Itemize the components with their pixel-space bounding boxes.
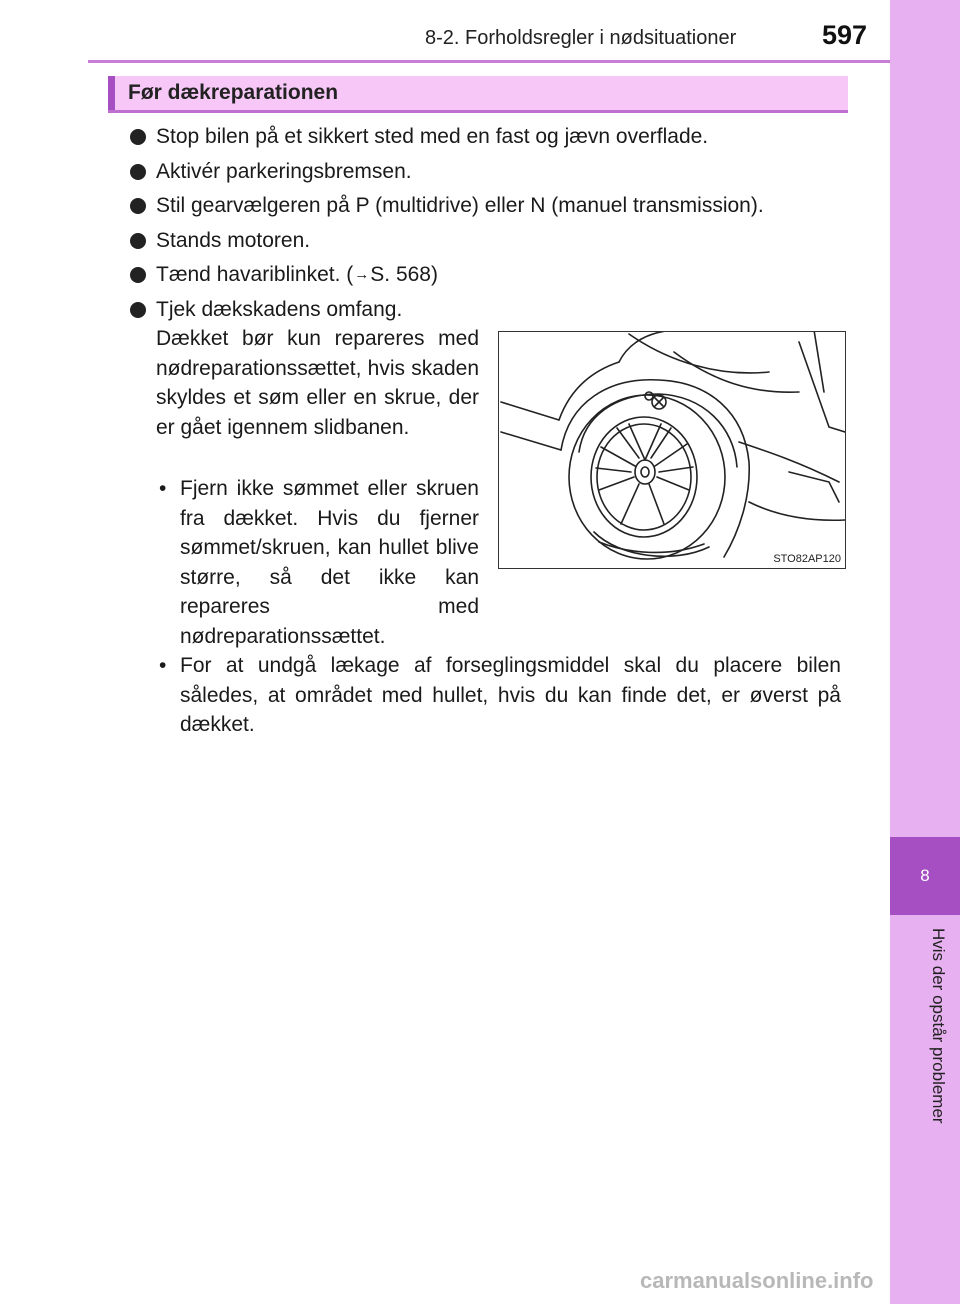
flat-tire-figure (498, 331, 846, 569)
arrow-right-icon: → (354, 266, 370, 283)
list-item: Aktivér parkeringsbremsen. (128, 155, 848, 190)
chapter-sidebar (890, 0, 960, 1304)
bullet-dot-icon (130, 267, 146, 283)
list-item: Tjek dækskadens omfang. (128, 293, 848, 328)
bullet-marker: • (159, 477, 167, 500)
page-reference-link[interactable]: S. 568) (370, 263, 438, 286)
bullet-dot-icon (130, 302, 146, 318)
watermark: carmanualsonline.info (640, 1268, 874, 1293)
header-rule (88, 60, 890, 63)
chapter-number: 8 (890, 837, 960, 915)
sub-item: • For at undgå lækage af forseglingsmiddel skal du placere bilen således, at området med hullet, hvis du kan finde det, er øverst på dækket. (156, 651, 841, 740)
page-number: 597 (822, 20, 868, 50)
list-item: Tænd havariblinket. (→S. 568) (128, 258, 848, 293)
list-item: Stop bilen på et sikkert sted med en fast og jævn overflade. (128, 120, 848, 155)
section-heading-marker (108, 76, 115, 110)
bullet-dot-icon (130, 198, 146, 214)
body-paragraph: Dækket bør kun repareres med nødreparationssættet, hvis skaden skyldes et søm eller en skrue, der er gået igennem slidbanen. (156, 327, 479, 439)
list-item: Stands motoren. (128, 224, 848, 259)
flat-tire-with-screw-icon (499, 332, 846, 569)
list-item: Stil gearvælgeren på P (multidrive) eller N (manuel transmission). (128, 189, 848, 224)
chapter-title: Hvis der opstår problemer (929, 928, 948, 1124)
bullet-dot-icon (130, 233, 146, 249)
section-heading: Før dækreparationen (128, 81, 339, 104)
bullet-dot-icon (130, 164, 146, 180)
section-heading-bar (108, 76, 848, 113)
bullet-marker: • (159, 654, 167, 677)
figure-code: STO82AP120 (773, 553, 841, 565)
checklist (128, 120, 848, 327)
sub-item: • Fjern ikke sømmet eller skruen fra dækket. Hvis du fjerner sømmet/skruen, kan hullet blive større, så det ikke kan repareres med nødreparationssættet. (156, 474, 479, 651)
header-section-title: 8-2. Forholdsregler i nødsituationer (425, 27, 737, 49)
bullet-dot-icon (130, 129, 146, 145)
